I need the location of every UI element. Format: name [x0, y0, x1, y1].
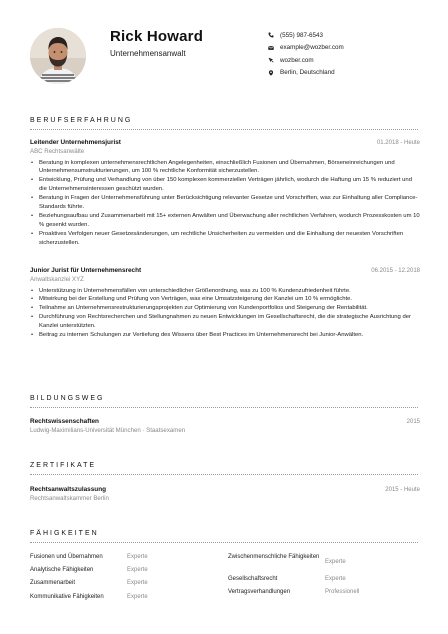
contact-location [268, 67, 438, 80]
bullet-item: • Proaktives Verfolgen neuer Gesetzesänderungen, um rechtliche Unsicherheiten zu vermeiden und die Einhaltung der neuesten Vorschriften sicherzustellen. [30, 230, 420, 248]
job-entry [30, 139, 420, 248]
certificate-name: Rechtsanwaltszulassung [30, 486, 106, 493]
education-entry [30, 418, 420, 434]
contact-email [268, 42, 438, 55]
section-title-experience: BERUFSERFAHRUNG [30, 117, 133, 124]
phone-icon [268, 32, 280, 38]
candidate-title: Unternehmensanwalt [110, 49, 186, 58]
job-role: Leitender Unternehmensjurist [30, 139, 121, 146]
job-company: ABC Rechtsanwälte [30, 147, 85, 155]
education-school: Ludwig-Maximilians-Universität München · Staatsexamen [30, 426, 186, 434]
section-title-skills: FÄHIGKEITEN [30, 530, 99, 537]
bullet-item: • Durchführung von Rechtsrecherchen und Stellungnahmen zu neuen Entwicklungen im Gesellschaftsrecht, die die strategische Ausrichtung der Kanzlei unterstützten. [30, 313, 420, 331]
skill-name: Zwischenmenschliche Fähigkeiten [228, 554, 320, 560]
job-bullets [30, 159, 420, 248]
skill-name: Fusionen und Übernahmen [30, 554, 103, 560]
section-divider [30, 407, 418, 408]
job-role: Junior Jurist für Unternehmensrecht [30, 267, 142, 274]
skill-name: Zusammenarbeit [30, 580, 76, 586]
job-company: Anwaltskanzlei XYZ [30, 275, 84, 283]
profile-photo-illustration [30, 28, 86, 84]
job-bullets [30, 287, 420, 340]
contact-list [268, 29, 438, 79]
education-year: 2015 [406, 419, 420, 425]
skill-level: Experte [325, 559, 346, 565]
skill-name: Gesellschaftsrecht [228, 576, 278, 582]
skill-level: Experte [325, 576, 346, 582]
bullet-item: • Entwicklung, Prüfung und Verhandlung von über 150 komplexen kommerziellen Verträgen jährlich, wodurch die Haftung um 15 % reduziert und die Unternehmensinteressen geschützt wurden. [30, 176, 420, 194]
job-dates: 01.2018 - Heute [376, 140, 420, 146]
bullet-item: • Teilnahme an Unternehmensrestrukturierungsprojekten zur Optimierung von Kundenportfolios und Steigerung der Rentabilität. [30, 304, 420, 313]
skill-name: Kommunikative Fähigkeiten [30, 594, 104, 600]
bullet-item: • Beziehungsaufbau und Zusammenarbeit mit 15+ externen Anwälten und Überwachung aller rechtlichen Verfahren, wodurch Prozesskosten um 10 % gesenkt wurden. [30, 212, 420, 230]
resume-header [0, 0, 448, 112]
certificate-issuer: Rechtsanwaltskammer Berlin [30, 494, 109, 502]
skill-level: Experte [127, 567, 148, 573]
candidate-name: Rick Howard [110, 28, 204, 45]
bullet-item: • Unterstützung in Unternehmensfällen von unterschiedlicher Größenordnung, was zu 100 % Kundenzufriedenheit führte. [30, 287, 420, 296]
bullet-item: • Mitwirkung bei der Erstellung und Prüfung von Verträgen, was eine Umsatzsteigerung der Kanzlei um 10 % ermöglichte. [30, 295, 420, 304]
skill-level: Experte [127, 554, 148, 560]
link-icon [268, 57, 280, 63]
skill-name: Vertragsverhandlungen [228, 589, 291, 595]
job-dates: 06.2015 - 12.2018 [371, 268, 420, 274]
skill-name: Analytische Fähigkeiten [30, 567, 94, 573]
contact-phone-text[interactable]: (555) 987-6543 [280, 31, 324, 39]
section-divider [30, 474, 418, 475]
section-title-education: BILDUNGSWEG [30, 395, 105, 402]
contact-website-text[interactable]: wozber.com [280, 56, 314, 64]
contact-website [268, 54, 438, 67]
certificate-dates: 2015 - Heute [385, 487, 420, 493]
section-divider [30, 542, 418, 543]
skill-level: Experte [127, 594, 148, 600]
contact-location-text: Berlin, Deutschland [280, 69, 335, 77]
job-entry [30, 267, 420, 340]
bullet-item: • Beratung in komplexen unternehmensrechtlichen Angelegenheiten, einschließlich Fusionen und Übernahmen, Börseneinreichungen und Unternehmensumstrukturierungen, um 100 % rechtliche Konformität sicherzustellen. [30, 159, 420, 177]
contact-email-text[interactable]: example@wozber.com [280, 44, 344, 52]
skill-level: Professionell [325, 589, 360, 595]
mail-icon [268, 45, 280, 51]
certificate-entry [30, 486, 420, 502]
skill-level: Experte [127, 580, 148, 586]
profile-photo [30, 28, 86, 84]
section-title-certificates: ZERTIFIKATE [30, 462, 97, 469]
education-degree: Rechtswissenschaften [30, 418, 99, 425]
bullet-item: • Beitrag zu internen Schulungen zur Vertiefung des Wissens über Best Practices im Unternehmensrecht bei Junior-Anwälten. [30, 331, 420, 340]
section-divider [30, 129, 418, 130]
bullet-item: • Beratung in Fragen der Unternehmensführung unter Berücksichtigung relevanter Gesetze und Vorschriften, was zur Einhaltung aller Compliance-Standards führte. [30, 194, 420, 212]
location-icon [268, 70, 280, 76]
contact-phone [268, 29, 438, 42]
